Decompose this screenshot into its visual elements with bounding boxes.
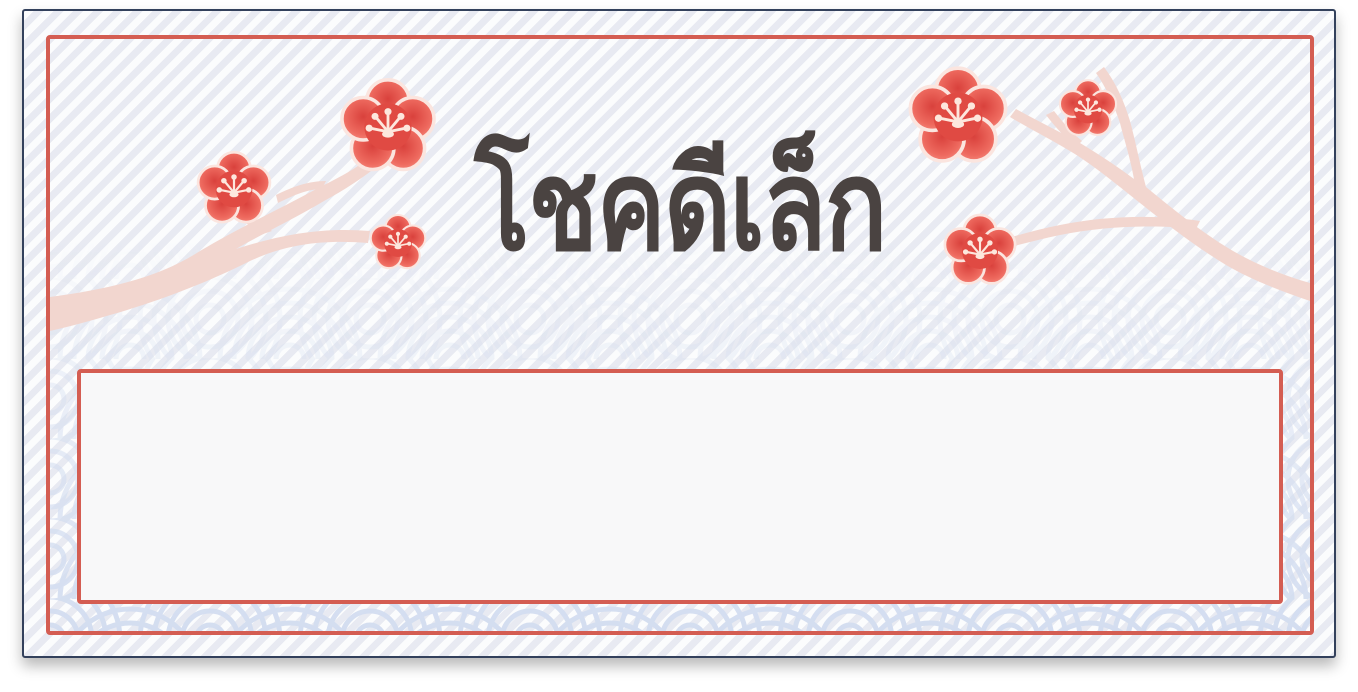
card — [22, 9, 1336, 658]
card-title: โชคดีเล็ก — [474, 132, 886, 279]
message-box[interactable] — [77, 369, 1283, 604]
red-frame — [46, 35, 1314, 635]
